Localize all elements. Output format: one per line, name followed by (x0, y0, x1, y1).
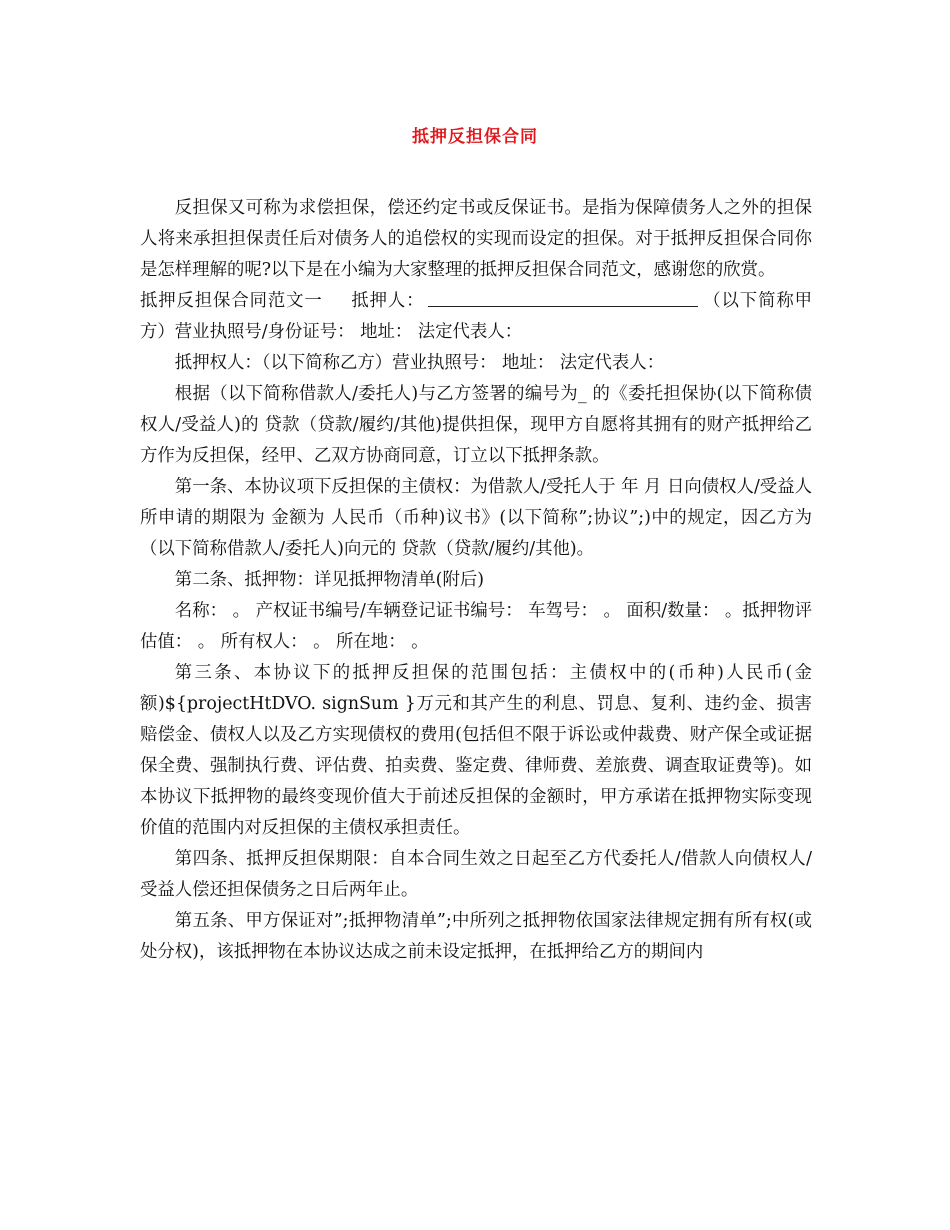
article-1: 第一条、本协议项下反担保的主债权：为借款人/受托人于 年 月 日向债权人/受益人所申请的期限为 金额为 人民币（币种)议书》(以下简称”;协议”;)中的规定，因乙方为（以下简称借款人/委托人)向元的 贷款（贷款/履约/其他)。 (140, 477, 812, 559)
article-4: 第四条、抵押反担保期限：自本合同生效之日起至乙方代委托人/借款人向债权人/受益人偿还担保债务之日后两年止。 (140, 849, 812, 900)
mortgagor-suffix: （以下简称甲方）营业执照号/身份证号： 地址： 法定代表人： (140, 291, 812, 342)
collateral-items (140, 596, 812, 658)
mortgagor-paragraph (140, 286, 812, 348)
collateral-items-line1: 名称： 。 产权证书编号/车辆登记证书编号： 车驾号： 。 面积/数量： 。 (174, 601, 743, 621)
mortgagee-paragraph: 抵押权人：（以下简称乙方）营业执照号： 地址： 法定代表人： (174, 353, 665, 373)
mortgagor-label: 抵押人： (350, 291, 425, 311)
article-2: 第二条、抵押物：详见抵押物清单(附后) (174, 570, 485, 590)
collateral-items-line2: 抵押物评估值： 。 所有权人： 。 所在地： 。 (140, 601, 812, 652)
mortgagor-blank-line (428, 290, 698, 307)
sample-heading: 抵押反担保合同范文一 (140, 291, 323, 311)
document-title: 抵押反担保合同 (412, 127, 538, 147)
basis-paragraph: 根据（以下简称借款人/委托人)与乙方签署的编号为_ 的《委托担保协(以下简称债权人/受益人)的 贷款（贷款/履约/其他)提供担保，现甲方自愿将其拥有的财产抵押给乙方作为反担保，经甲、乙双方协商同意，订立以下抵押条款。 (140, 384, 812, 466)
article-3: 第三条、本协议下的抵押反担保的范围包括：主债权中的(币种)人民币(金额)${projectHtDVO. signSum }万元和其产生的利息、罚息、复利、违约金、损害赔偿金、债权人以及乙方实现债权的费用(包括但不限于诉讼或仲裁费、财产保全或证据保全费、强制执行费、评估费、拍卖费、鉴定费、律师费、差旅费、调查取证费等)。如本协议下抵押物的最终变现价值大于前述反担保的金额时，甲方承诺在抵押物实际变现价值的范围内对反担保的主债权承担责任。 (140, 663, 812, 838)
document-body (140, 193, 812, 968)
intro-paragraph: 反担保又可称为求偿担保，偿还约定书或反保证书。是指为保障债务人之外的担保人将来承担担保责任后对债务人的追偿权的实现而设定的担保。对于抵押反担保合同你是怎样理解的呢?以下是在小编为大家整理的抵押反担保合同范文，感谢您的欣赏。 (140, 198, 812, 280)
article-5: 第五条、甲方保证对”;抵押物清单”;中所列之抵押物依国家法律规定拥有所有权(或处分权)，该抵押物在本协议达成之前未设定抵押，在抵押给乙方的期间内 (140, 911, 812, 962)
